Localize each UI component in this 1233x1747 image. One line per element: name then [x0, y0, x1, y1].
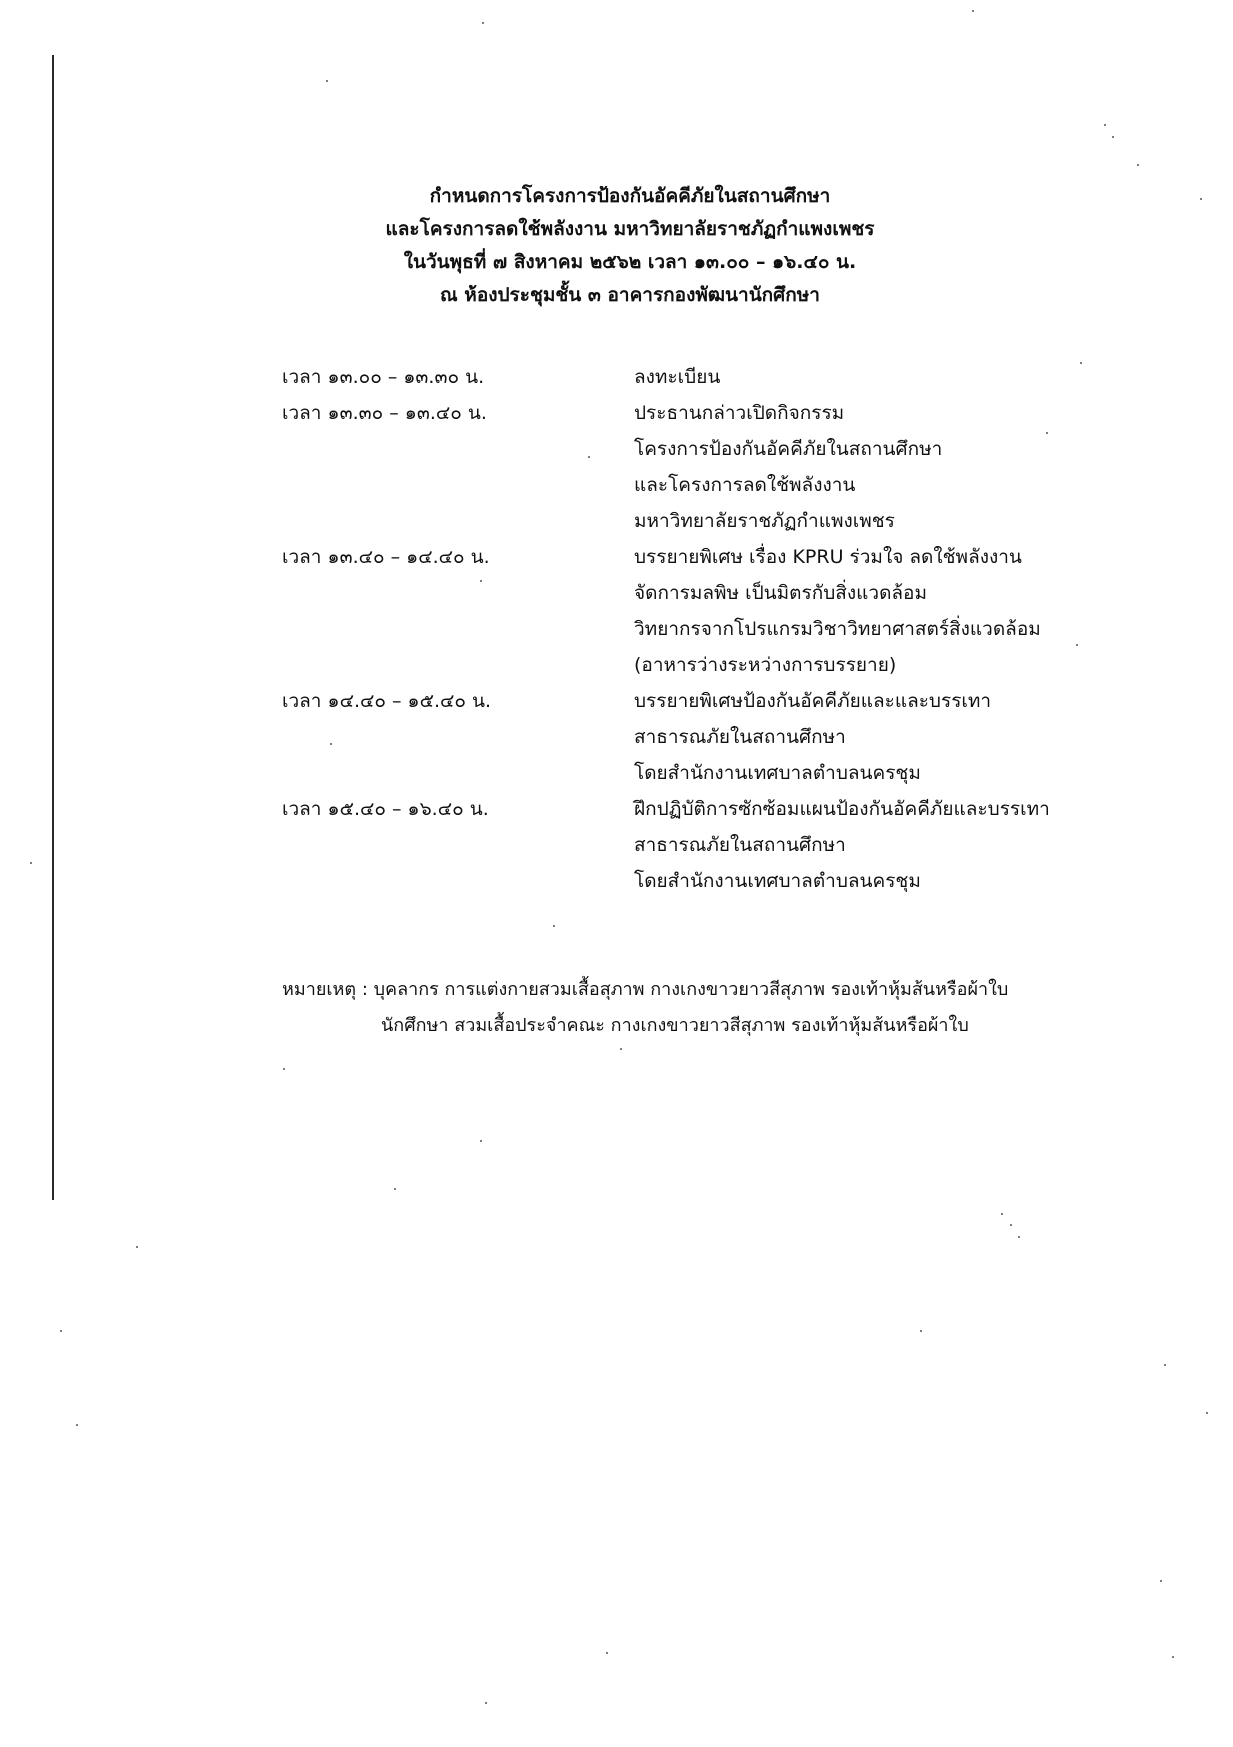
schedule-entry — [282, 539, 1102, 683]
scan-speck — [1206, 1412, 1208, 1414]
scan-speck — [60, 1330, 62, 1332]
schedule-detail-line: โครงการป้องกันอัคคีภัยในสถานศึกษา — [634, 438, 943, 460]
scan-speck — [485, 1702, 487, 1704]
schedule-detail — [634, 683, 1102, 791]
schedule-entry — [282, 359, 1102, 395]
title-line: ณ ห้องประชุมชั้น ๓ อาคารกองพัฒนานักศึกษา — [440, 284, 820, 306]
scan-edge-line — [52, 55, 54, 1200]
scan-speck — [553, 925, 555, 927]
scan-speck — [1137, 164, 1139, 166]
schedule-detail — [634, 395, 1102, 539]
scan-speck — [1172, 1656, 1174, 1658]
scan-speck — [30, 862, 32, 864]
schedule-detail — [634, 539, 1102, 683]
scan-speck — [620, 1048, 622, 1050]
schedule-time: เวลา ๑๕.๔๐ – ๑๖.๔๐ น. — [282, 798, 489, 820]
schedule-detail-line: ฝึกปฏิบัติการซักซ้อมแผนป้องกันอัคคีภัยและบรรเทา — [634, 798, 1050, 820]
scan-speck — [972, 10, 974, 12]
scan-speck — [1160, 1580, 1162, 1582]
schedule-time: เวลา ๑๔.๔๐ – ๑๕.๔๐ น. — [282, 690, 492, 712]
scan-speck — [283, 1068, 285, 1070]
title-line: และโครงการลดใช้พลังงาน มหาวิทยาลัยราชภัฏกำแพงเพชร — [385, 218, 875, 240]
schedule-detail-line: ลงทะเบียน — [634, 366, 721, 388]
schedule-list — [282, 359, 1102, 899]
scan-speck — [920, 1330, 922, 1332]
scan-speck — [1010, 1224, 1012, 1226]
schedule-detail-line: และโครงการลดใช้พลังงาน — [634, 474, 856, 496]
schedule-detail-line: จัดการมลพิษ เป็นมิตรกับสิ่งแวดล้อม — [634, 582, 927, 604]
schedule-time: เวลา ๑๓.๐๐ – ๑๓.๓๐ น. — [282, 366, 485, 388]
schedule-detail-line: โดยสำนักงานเทศบาลตำบลนครชุม — [634, 870, 921, 892]
scan-speck — [136, 1246, 138, 1248]
remark-line-staff: หมายเหตุ : บุคลากร การแต่งกายสวมเสื้อสุภาพ กางเกงขาวยาวสีสุภาพ รองเท้าหุ้มส้นหรือผ้าใบ — [282, 979, 1009, 1000]
document-title — [240, 180, 1020, 312]
scan-speck — [1112, 136, 1114, 138]
schedule-detail-line: วิทยากรจากโปรแกรมวิชาวิทยาศาสตร์สิ่งแวดล้อม — [634, 618, 1041, 640]
schedule-detail-line: สาธารณภัยในสถานศึกษา — [634, 834, 846, 856]
schedule-detail — [634, 791, 1102, 899]
scan-speck — [1001, 1213, 1003, 1215]
schedule-time: เวลา ๑๓.๓๐ – ๑๓.๔๐ น. — [282, 402, 487, 424]
scan-speck — [482, 22, 484, 24]
schedule-time: เวลา ๑๓.๔๐ – ๑๔.๔๐ น. — [282, 546, 490, 568]
remarks-section — [282, 972, 1112, 1044]
scan-speck — [76, 1424, 78, 1426]
schedule-entry — [282, 683, 1102, 791]
schedule-entry — [282, 395, 1102, 539]
scan-speck — [480, 1140, 482, 1142]
schedule-detail-line: มหาวิทยาลัยราชภัฏกำแพงเพชร — [634, 510, 895, 532]
scan-speck — [1200, 198, 1202, 200]
schedule-detail-line: บรรยายพิเศษป้องกันอัคคีภัยและและบรรเทา — [634, 690, 992, 712]
title-line: ในวันพุธที่ ๗ สิงหาคม ๒๕๖๒ เวลา ๑๓.๐๐ – ๑๖.๔๐ น. — [403, 251, 857, 273]
title-line: กำหนดการโครงการป้องกันอัคคีภัยในสถานศึกษา — [429, 185, 831, 207]
schedule-detail-line: บรรยายพิเศษ เรื่อง KPRU ร่วมใจ ลดใช้พลังงาน — [634, 546, 1022, 568]
schedule-entry — [282, 791, 1102, 899]
schedule-detail-line: โดยสำนักงานเทศบาลตำบลนครชุม — [634, 762, 921, 784]
schedule-detail-line: สาธารณภัยในสถานศึกษา — [634, 726, 846, 748]
scan-speck — [606, 1652, 608, 1654]
schedule-detail-line: ประธานกล่าวเปิดกิจกรรม — [634, 402, 845, 424]
scan-speck — [1104, 124, 1106, 126]
remark-line-students: นักศึกษา สวมเสื้อประจำคณะ กางเกงขาวยาวสีสุภาพ รองเท้าหุ้มส้นหรือผ้าใบ — [381, 1015, 969, 1036]
scan-speck — [1164, 1364, 1166, 1366]
schedule-detail — [634, 359, 1102, 395]
scan-speck — [326, 80, 328, 82]
scan-speck — [1018, 1236, 1020, 1238]
scan-speck — [394, 1188, 396, 1190]
schedule-detail-line: (อาหารว่างระหว่างการบรรยาย) — [634, 654, 897, 676]
